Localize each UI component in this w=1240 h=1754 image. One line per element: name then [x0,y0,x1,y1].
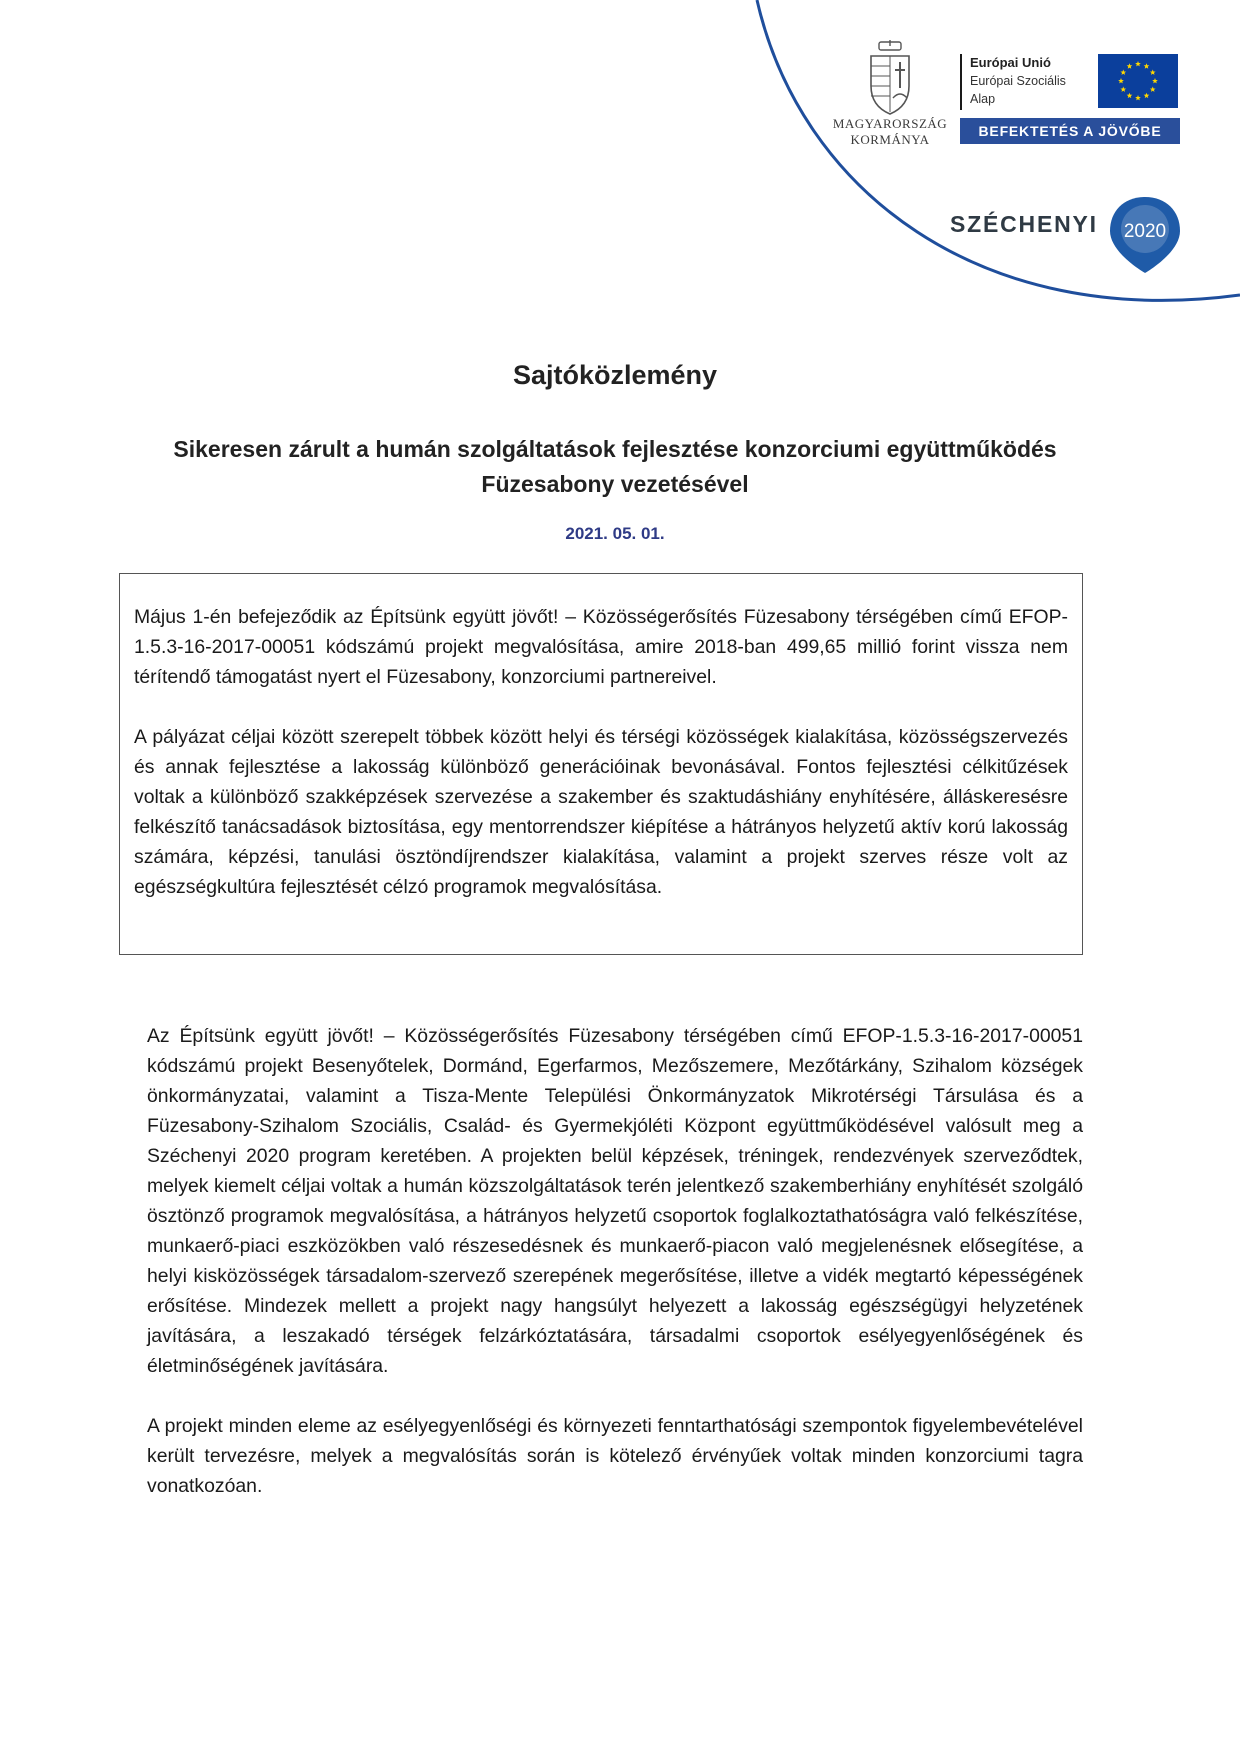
coat-of-arms-icon [865,40,915,116]
summary-paragraph: Május 1-én befejeződik az Építsünk együtt jövőt! – Közösségerősítés Füzesabony térségében című EFOP-1.5.3-16-2017-00051 kódszámú projekt megvalósítása, amire 2018-ban 499,65 millió forint vissza nem térítendő támogatást nyert el Füzesabony, konzorciumi partnereivel. [134,606,1068,688]
eu-logo [960,54,1180,144]
eu-logo-divider [960,54,962,110]
page-title: Sajtóközlemény [512,360,718,390]
body-text [147,1021,1083,1501]
body-paragraph: A projekt minden eleme az esélyegyenlőségi és környezeti fenntarthatósági szempontok figyelembevételével került tervezésre, melyek a megvalósítás során is kötelező érvényűek voltak minden konzorciumi tagra vonatkozóan. [147,1415,1083,1497]
szechenyi-2020-logo [950,195,1210,275]
eu-logo-line1: Európai Unió [970,55,1051,70]
eu-logo-line2: Európai Szociális [970,74,1066,88]
page-subtitle: Sikeresen zárult a humán szolgáltatások fejlesztése konzorciumi együttműködés Füzesabony vezetésével [173,436,1057,497]
hungary-government-logo [830,40,950,148]
eu-logo-line3: Alap [970,92,996,106]
location-pin-icon [1106,195,1186,275]
decorative-arc [0,0,1240,340]
hungary-logo-line2: KORMÁNYA [850,132,930,147]
szechenyi-year: 2020 [1123,221,1167,242]
eu-banner: BEFEKTETÉS A JÖVŐBE [960,118,1180,144]
release-date: 2021. 05. 01. [565,524,665,543]
summary-box [119,573,1083,955]
szechenyi-word: SZÉCHENYI [950,211,1098,237]
hungary-logo-line1: MAGYARORSZÁG [832,116,948,131]
eu-flag-icon [1098,54,1178,108]
summary-paragraph: A pályázat céljai között szerepelt többek között helyi és térségi közösségek kialakítása, közösségszervezés és annak fejlesztése a lakosság különböző generációinak bevonásával. Fontos fejlesztési célkitűzések voltak a különböző szakképzések szervezése a szakember és szaktudáshiány enyhítésére, álláskeresésre felkészítő tanácsadások biztosítása, egy mentorrendszer kiépítése a hátrányos helyzetű aktív korú lakosság számára, képzési, tanulási ösztöndíjrendszer kialakítása, valamint a projekt szerves része volt az egészségkultúra fejlesztését célzó programok megvalósítása. [134,726,1068,898]
body-paragraph: Az Építsünk együtt jövőt! – Közösségerősítés Füzesabony térségében című EFOP-1.5.3-16-2017-00051 kódszámú projekt Besenyőtelek, Dormánd, Egerfarmos, Mezőszemere, Mezőtárkány, Szihalom községek önkormányzatai, valamint a Tisza-Mente Települési Önkormányzatok Mikrotérségi Társulása és a Füzesabony-Szihalom Szociális, Család- és Gyermekjóléti Központ együttműködésével valósult meg a Széchenyi 2020 program keretében. A projekten belül képzések, tréningek, rendezvények szerveződtek, melyek kiemelt céljai voltak a humán közszolgáltatások terén jelentkező szakemberhiány enyhítését szolgáló ösztönző programok megvalósítása, a hátrányos helyzetű csoportok foglalkoztathatóságra való felkészítése, munkaerő-piaci eszközökben való részesedésnek és munkaerő-piacon való megjelenésnek elősegítése, a helyi kisközösségek társadalom-szervező szerepének megerősítése, illetve a vidék megtartó képességének erősítése. Mindezek mellett a projekt nagy hangsúlyt helyezett a lakosság egészségügyi helyzetének javítására, a leszakadó térségek felzárkóztatására, társadalmi csoportok esélyegyenlőségének és életminőségének javítására. [147,1025,1083,1377]
